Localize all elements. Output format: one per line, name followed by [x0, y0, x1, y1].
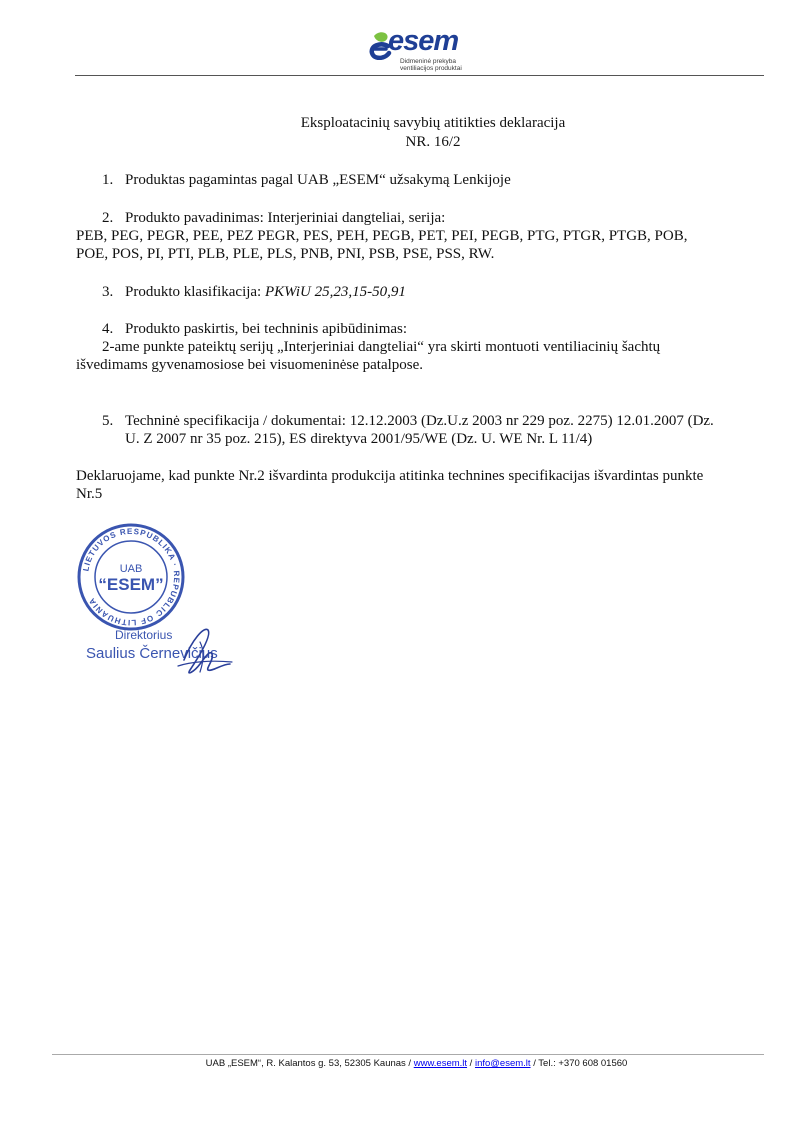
handwritten-signature — [170, 620, 236, 682]
footer — [0, 1058, 800, 1069]
website-link[interactable]: www.esem.lt — [413, 1058, 468, 1069]
item-2-text: Produkto pavadinimas: Interjeriniai dangteliai, serija: — [125, 210, 446, 226]
item-5-line-1: Techninė specifikacija / dokumentai: 12.12.2003 (Dz.U.z 2003 nr 229 poz. 2275) 12.01.2007 (Dz. — [125, 413, 714, 429]
footer-separator: / — [467, 1058, 475, 1069]
email-link[interactable]: info@esem.lt — [474, 1058, 531, 1069]
stamp-outer-text: LIETUVOS RESPUBLIKA · REPUBLIC OF LITHUANIA — [81, 526, 182, 628]
item-2-series-line-1: PEB, PEG, PEGR, PEE, PEZ PEGR, PES, PEH, PEGB, PET, PEI, PEGB, PTG, PTGR, PTGB, POB, — [76, 228, 688, 244]
header-divider — [75, 75, 764, 76]
item-3-text — [125, 283, 406, 302]
signatory-name: Saulius Černevičius — [86, 645, 218, 662]
item-1-number: 1. — [102, 172, 114, 188]
item-3-number: 3. — [102, 284, 114, 300]
stamp-company-name: “ESEM” — [98, 575, 164, 594]
logo-wordmark: esem — [388, 25, 459, 57]
item-4-description-line-1: 2-ame punkte pateiktų serijų „Interjeriniai dangteliai“ yra skirti montuoti ventiliacinių šachtų — [102, 339, 661, 355]
item-1-text: Produktas pagamintas pagal UAB „ESEM“ užsakymą Lenkijoje — [125, 172, 511, 188]
signatory-role: Direktorius — [115, 628, 173, 642]
item-4-description-line-2: išvedimams gyvenamosiose bei visuomeninėse patalpose. — [76, 357, 424, 373]
item-3-classification-code: PKWiU 25,23,15-50,91 — [264, 284, 406, 300]
item-4-number: 4. — [102, 321, 114, 337]
company-logo — [368, 25, 478, 72]
item-5-number: 5. — [102, 413, 114, 429]
document-title: Eksploatacinių savybių atitikties deklaracija — [300, 115, 566, 131]
declaration-line-1: Deklaruojame, kad punkte Nr.2 išvardinta produkcija atitinka technines specifikacijas išvardintas punkte — [76, 468, 704, 484]
footer-address: UAB „ESEM“, R. Kalantos g. 53, 52305 Kaunas / — [205, 1058, 414, 1069]
item-2-series-line-2: POE, POS, PI, PTI, PLB, PLE, PLS, PNB, PNI, PSB, PSE, PSS, RW. — [76, 246, 495, 262]
declaration-line-2: Nr.5 — [76, 486, 103, 502]
footer-phone: / Tel.: +370 608 01560 — [530, 1058, 628, 1069]
stamp-uab: UAB — [119, 563, 143, 575]
logo-tagline-2: ventiliacijos produktai — [400, 65, 462, 72]
document-number: NR. 16/2 — [405, 134, 461, 150]
company-stamp — [76, 522, 186, 632]
item-4-text: Produkto paskirtis, bei techninis apibūdinimas: — [125, 321, 408, 337]
item-5-line-2: U. Z 2007 nr 35 poz. 215), ES direktyva 2001/95/WE (Dz. U. WE Nr. L 11/4) — [125, 431, 593, 447]
logo-tagline-1: Didmeninė prekyba — [400, 58, 457, 65]
footer-divider — [52, 1054, 764, 1055]
item-3-label: Produkto klasifikacija: — [125, 284, 265, 300]
item-2-number: 2. — [102, 210, 114, 226]
